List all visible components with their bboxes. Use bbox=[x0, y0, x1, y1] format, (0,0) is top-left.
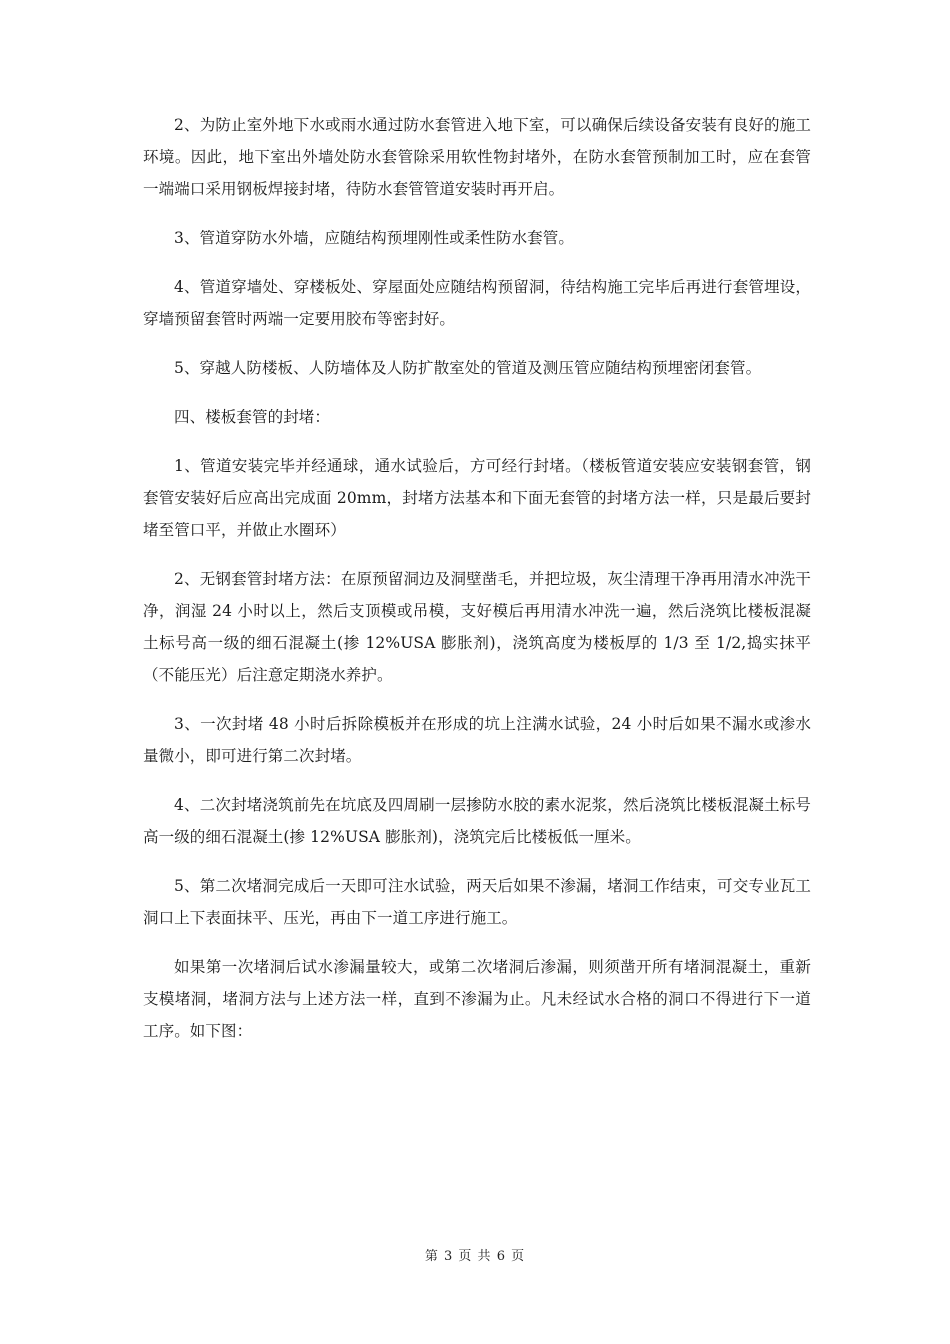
paragraph-exterior-wall-sleeve: 3、管道穿防水外墙，应随结构预埋刚性或柔性防水套管。 bbox=[174, 229, 574, 247]
paragraph-leak-rework: 如果第一次堵洞后试水渗漏量较大，或第二次堵洞后渗漏，则须凿开所有堵洞混凝土，重新支模堵洞，堵洞方法与上述方法一样，直到不渗漏为止。凡未经试水合格的洞口不得进行下一道工序。如下图： bbox=[143, 958, 811, 1040]
paragraph-sealing-step-4: 4、二次封堵浇筑前先在坑底及四周刷一层掺防水胶的素水泥浆，然后浇筑比楼板混凝土标号高一级的细石混凝土(掺 12%USA 膨胀剂)，浇筑完后比楼板低一厘米。 bbox=[143, 796, 811, 846]
paragraph-waterproof-sleeve-sealing: 2、为防止室外地下水或雨水通过防水套管进入地下室，可以确保后续设备安装有良好的施工环境。因此，地下室出外墙处防水套管除采用软性物封堵外，在防水套管预制加工时，应在套管一端端口采用钢板焊接封堵，待防水套管管道安装时再开启。 bbox=[143, 116, 811, 198]
paragraph-sealing-step-5: 5、第二次堵洞完成后一天即可注水试验，两天后如果不渗漏，堵洞工作结束，可交专业瓦工洞口上下表面抹平、压光，再由下一道工序进行施工。 bbox=[143, 877, 811, 927]
document-body bbox=[143, 109, 811, 1064]
page-number-footer: 第 3 页 共 6 页 bbox=[424, 1249, 526, 1264]
paragraph-sealing-step-2: 2、无钢套管封堵方法：在原预留洞边及洞壁凿毛，并把垃圾，灰尘清理干净再用清水冲洗干净，润湿 24 小时以上，然后支顶模或吊模，支好模后再用清水冲洗一遍，然后浇筑比楼板混凝土标号高一级的细石混凝土(掺 12%USA 膨胀剂)，浇筑高度为楼板厚的 1/3 至 1/2,捣实抹平（不能压光）后注意定期浇水养护。 bbox=[143, 570, 811, 684]
paragraph-sealing-step-3: 3、一次封堵 48 小时后拆除模板并在形成的坑上注满水试验，24 小时后如果不漏水或渗水量微小，即可进行第二次封堵。 bbox=[143, 715, 811, 765]
section-heading-floor-sleeve-sealing: 四、楼板套管的封堵： bbox=[174, 408, 331, 426]
paragraph-reserved-holes: 4、管道穿墙处、穿楼板处、穿屋面处应随结构预留洞，待结构施工完毕后再进行套管埋设，穿墙预留套管时两端一定要用胶布等密封好。 bbox=[143, 278, 811, 328]
paragraph-sealing-step-1: 1、管道安装完毕并经通球，通水试验后，方可经行封堵。（楼板管道安装应安装钢套管，钢套管安装好后应高出完成面 20mm，封堵方法基本和下面无套管的封堵方法一样，只是最后要封堵至管口平，并做止水圈环） bbox=[143, 457, 811, 539]
paragraph-civil-defense-sleeve: 5、穿越人防楼板、人防墙体及人防扩散室处的管道及测压管应随结构预埋密闭套管。 bbox=[174, 359, 762, 377]
